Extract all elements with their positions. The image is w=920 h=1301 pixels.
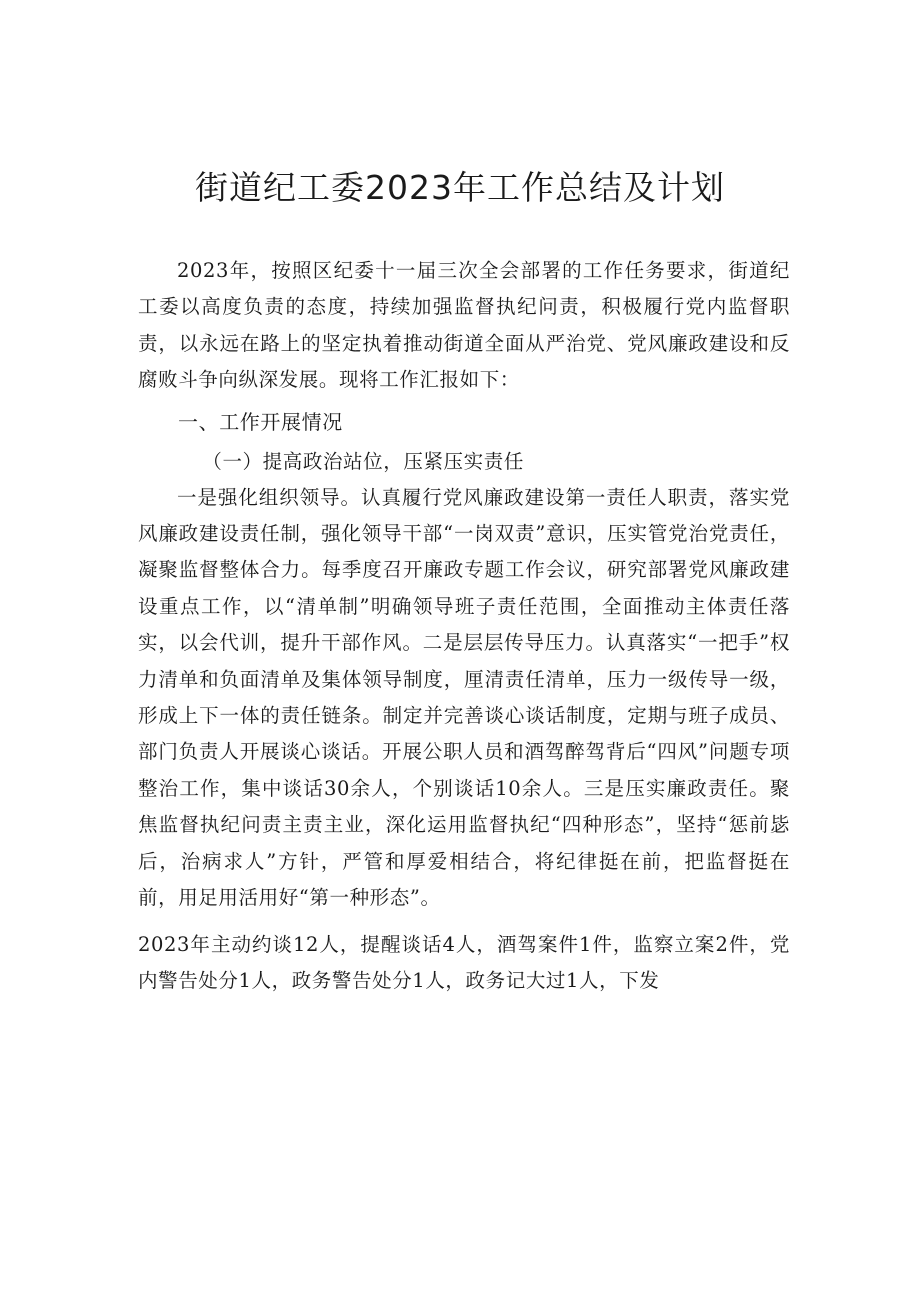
document-body <box>138 253 790 999</box>
document-title: 街道纪工委2023年工作总结及计划 <box>195 168 725 207</box>
intro-paragraph: 2023年，按照区纪委十一届三次全会部署的工作任务要求，街道纪工委以高度负责的态度，持续加强监督执纪问责，积极履行党内监督职责，以永远在路上的坚定执着推动街道全面从严治党、党风廉政建设和反腐败斗争向纵深发展。现将工作汇报如下： <box>138 259 790 392</box>
body-paragraph: 一是强化组织领导。认真履行党风廉政建设第一责任人职责，落实党风廉政建设责任制，强化领导干部“一岗双责”意识，压实管党治党责任，凝聚监督整体合力。每季度召开廉政专题工作会议，研究部署党风廉政建设重点工作，以“清单制”明确领导班子责任范围，全面推动主体责任落实，以会代训，提升干部作风。二是层层传导压力。认真落实“一把手”权力清单和负面清单及集体领导制度，厘清责任清单，压力一级传导一级，形成上下一体的责任链条。制定并完善谈心谈话制度，定期与班子成员、部门负责人开展谈心谈话。开展公职人员和酒驾醉驾背后“四风”问题专项整治工作，集中谈话30余人，个别谈话10余人。三是压实廉政责任。聚焦监督执纪问责主责主业，深化运用监督执纪“四种形态”，坚持“惩前毖后，治病求人”方针，严管和厚爱相结合，将纪律挺在前，把监督挺在前，用足用活用好“第一种形态”。 <box>138 485 790 910</box>
body-paragraph-continued: 2023年主动约谈12人，提醒谈话4人，酒驾案件1件，监察立案2件，党内警告处分1人，政务警告处分1人，政务记大过1人，下发 <box>138 932 790 992</box>
section-heading: 一、工作开展情况 <box>178 409 343 434</box>
subsection-heading: （一）提高政治站位，压紧压实责任 <box>202 449 524 473</box>
paragraph-gap <box>138 917 790 927</box>
